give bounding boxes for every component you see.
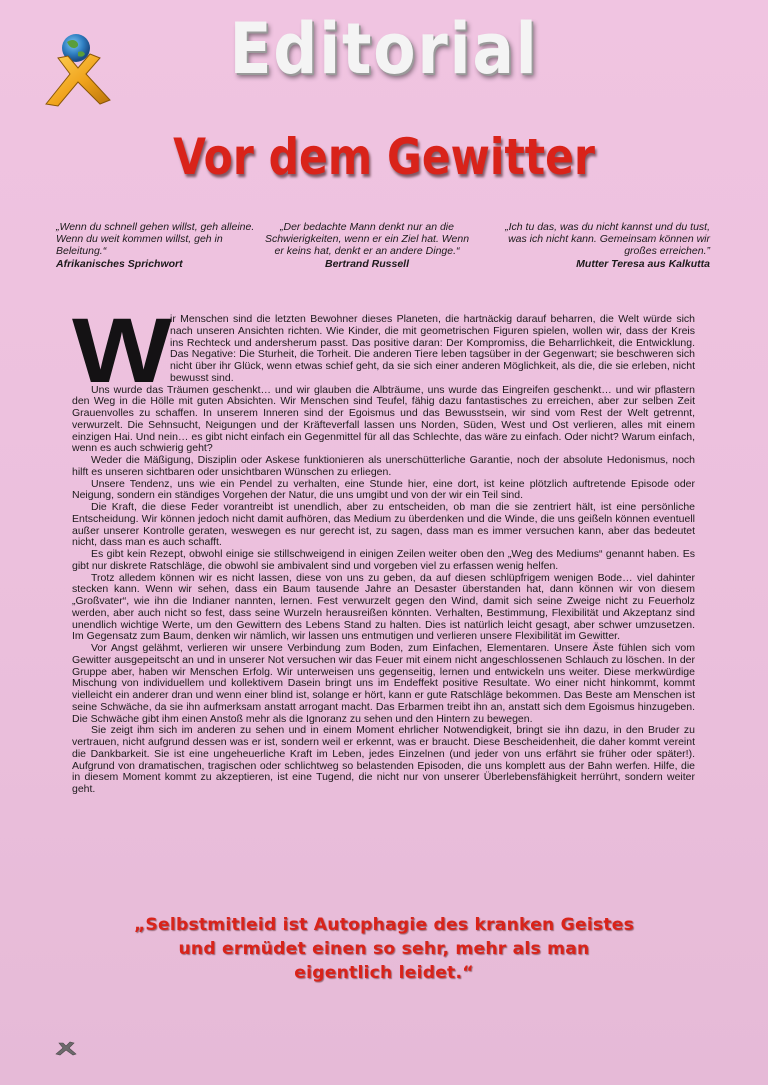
article-paragraph: Uns wurde das Träumen geschenkt… und wir glauben die Albträume, uns wurde das Eingreifen geschenkt… und wir pflastern den Weg in die Hölle mit guten Absichten. Wir Menschen sind Teufel, fähig dazu fantastisches zu erreichen, aber zur selben Zeit Grauenvolles zu schaffen. In unserem Inneren sind der Egoismus und das Bewusstsein, wir sind vom Rest der Welt getrennt, verwurzelt. Die Sehnsucht, Neigungen und der Kräfteverfall lassen uns Norden, Süden, West und Ost verlieren, alles mit einem einzigen Hai. Und nein… es gibt nicht einfach ein Gegenmittel für all das Schlechte, das wäre zu einfach. Oder nicht? Warum einfach, wenn es auch schwierig geht? xyxy=(72,383,695,455)
quote-author: Bertrand Russell xyxy=(324,257,410,270)
article-paragraph: Trotz alledem können wir es nicht lassen, diese von uns zu geben, da auf diesen schlüpfrigem wenigen Bode… viel dahinter stecken kann. Wenn wir sehen, dass ein Baum tausende Jahre an Desaster überstanden hat, dann können wir von diesem „Großvater“, wie ihn die Indianer nannten, lernen. Fest verwurzelt gegen den Wind, damit sich seine Zweige nicht zu Feuerholz werden, aber auch nicht so fest, dass seine Wurzeln herausreißen könnten. Verhalten, Bestimmung, Flexibilität und Akzeptanz sind unendlich wichtige Werte, um den Gewittern des Lebens Stand zu halten. Dies ist natürlich leicht gesagt, aber schwer umzusetzen. Im Gegensatz zum Baum, denken wir nämlich, wir lassen uns entmutigen und verlieren unsere Flexibilität im Gewitter. xyxy=(72,571,695,643)
article-paragraph: Weder die Mäßigung, Disziplin oder Askese funktionieren als unerschütterliche Garantie, noch der absolute Hedonismus, noch hilft es unseren sichtbaren oder unsichtbaren Wünschen zu erliegen. xyxy=(72,454,695,478)
section-title: Editorial xyxy=(229,8,539,90)
article-paragraph: Vor Angst gelähmt, verlieren wir unsere Verbindung zum Boden, zum Einfachen, Elementaren. Unsere Äste fühlen sich vom Gewitter ausgepeitscht an und in unserer Not versuchen wir das Feuer mit einem nicht angeschlossenen Schlauch zu löschen. In der Gruppe aber, haben wir Menschen Erfolg. Wir unterweisen uns gegenseitig, lernen und entwickeln uns weiter. Diese merkwürdige Mischung von individuellem und kollektivem Dasein bringt uns im Endeffekt positive Resultate. Wo einer nicht hinkommt, kommt vielleicht ein anderer dran und wenn einer blind ist, solange er hört, kann er gute Ratschläge bekommen. Das Beste am Menschen ist seine Schwäche, da sie ihn aufmerksam anstatt arrogant macht. Das Erbarmen treibt ihn an, anstatt sich dem Egoismus hinzugeben. Die Schwäche gibt ihm einen Anstoß mehr als die Ignoranz zu sehen und den Hintern zu bewegen. xyxy=(72,642,695,725)
article-paragraph: Unsere Tendenz, uns wie ein Pendel zu verhalten, eine Stunde hier, eine dort, ist keine plötzlich auftretende Episode oder Neigung, sondern ein ständiges Vorgehen der Natur, die uns umgibt und von der wir ein Teil sind. xyxy=(72,477,695,502)
quote-3 xyxy=(496,221,710,270)
quote-text: „Ich tu das, was du nicht kannst und du tust, was ich nicht kann. Gemeinsam können wir großes erreichen.” xyxy=(505,221,710,258)
pull-quote: „Selbstmitleid ist Autophagie des kranken Geistes und ermüdet einen so sehr, mehr als man eigentlich leidet.“ xyxy=(133,915,635,983)
drop-cap: W xyxy=(72,300,172,402)
quote-1 xyxy=(56,221,261,270)
quote-text: „Der bedachte Mann denkt nur an die Schwierigkeiten, wenn er ein Ziel hat. Wenn er keins hat, denkt er an andere Dinge.“ xyxy=(264,221,470,258)
article-paragraph: Die Kraft, die diese Feder vorantreibt ist unendlich, aber zu entscheiden, ob man die sie zentriert hält, ist eine persönliche Entscheidung. Wir können jedoch nicht damit aufhören, das Medium zu überdenken und die Winde, die uns geißeln können eventuell außer unserer Kontrolle geraten, weswegen es nur gerecht ist, zu sagen, dass man es immer versuchen kann, aber das bedeutet nicht, dass man es auch schafft. xyxy=(72,501,695,549)
quote-author: Afrikanisches Sprichwort xyxy=(56,257,183,270)
cross-logo-small-icon xyxy=(55,1040,79,1056)
article-paragraph: Es gibt kein Rezept, obwohl einige sie stillschweigend in einigen Zeilen weiter oben den „Weg des Mediums“ genannt haben. Es gibt nur diskrete Ratschläge, die obwohl sie ambivalent sind und vorgeben viel zu erfassen wenig helfen. xyxy=(72,548,695,572)
quote-author: Mutter Teresa aus Kalkutta xyxy=(576,257,710,270)
article-paragraph: W ir Menschen sind die letzten Bewohner dieses Planeten, die hartnäckig darauf beharren, die Welt würde sich nach unseren Ansichten richten. Wie Kinder, die mit geometrischen Figuren spielen, wollen wir, dass der Kreis ins Rechteck und andersherum passt. Das positive daran: Der Kompromiss, die Beharrlichkeit, die Entwicklung. Das Negative: Die Sturheit, die Torheit. Die anderen Tiere leben tagsüber in der Gegenwart; sie beschweren sich nicht über ihr Glück, wenn etwas schief geht, da sie sich einer anderen Möglichkeit, als die, die sie erleben, nicht bewusst sind. xyxy=(72,300,695,402)
page-title: Vor dem Gewitter xyxy=(173,128,595,186)
article-paragraph: Sie zeigt ihm sich im anderen zu sehen und in einem Moment ehrlicher Notwendigkeit, bringt sie ihn dazu, in den Bruder zu vertrauen, nicht aufgrund dessen was er ist, sondern weil er erkennt, was er braucht. Diese Bescheidenheit, die daher kommt vereint die Dankbarkeit. Sie ist eine ungeheuerliche Kraft im Leben, jedes Einzelnen (und jeder von uns erfährt sie früher oder später!). Aufgrund von dramatischen, tragischen oder schlichtweg so belastenden Episoden, die uns komplett aus der Bahn werfen. Hilfe, die in diesem Moment kommt zu akzeptieren, ist eine Tugend, die nicht nur von unserer Überlebensfähigkeit herrührt, sondern weiter geht. xyxy=(72,724,695,795)
quote-2 xyxy=(262,221,472,270)
quote-text: „Wenn du schnell gehen willst, geh alleine. Wenn du weit kommen willst, geh in Beleitung.“ xyxy=(56,221,255,258)
article-body xyxy=(72,300,695,796)
